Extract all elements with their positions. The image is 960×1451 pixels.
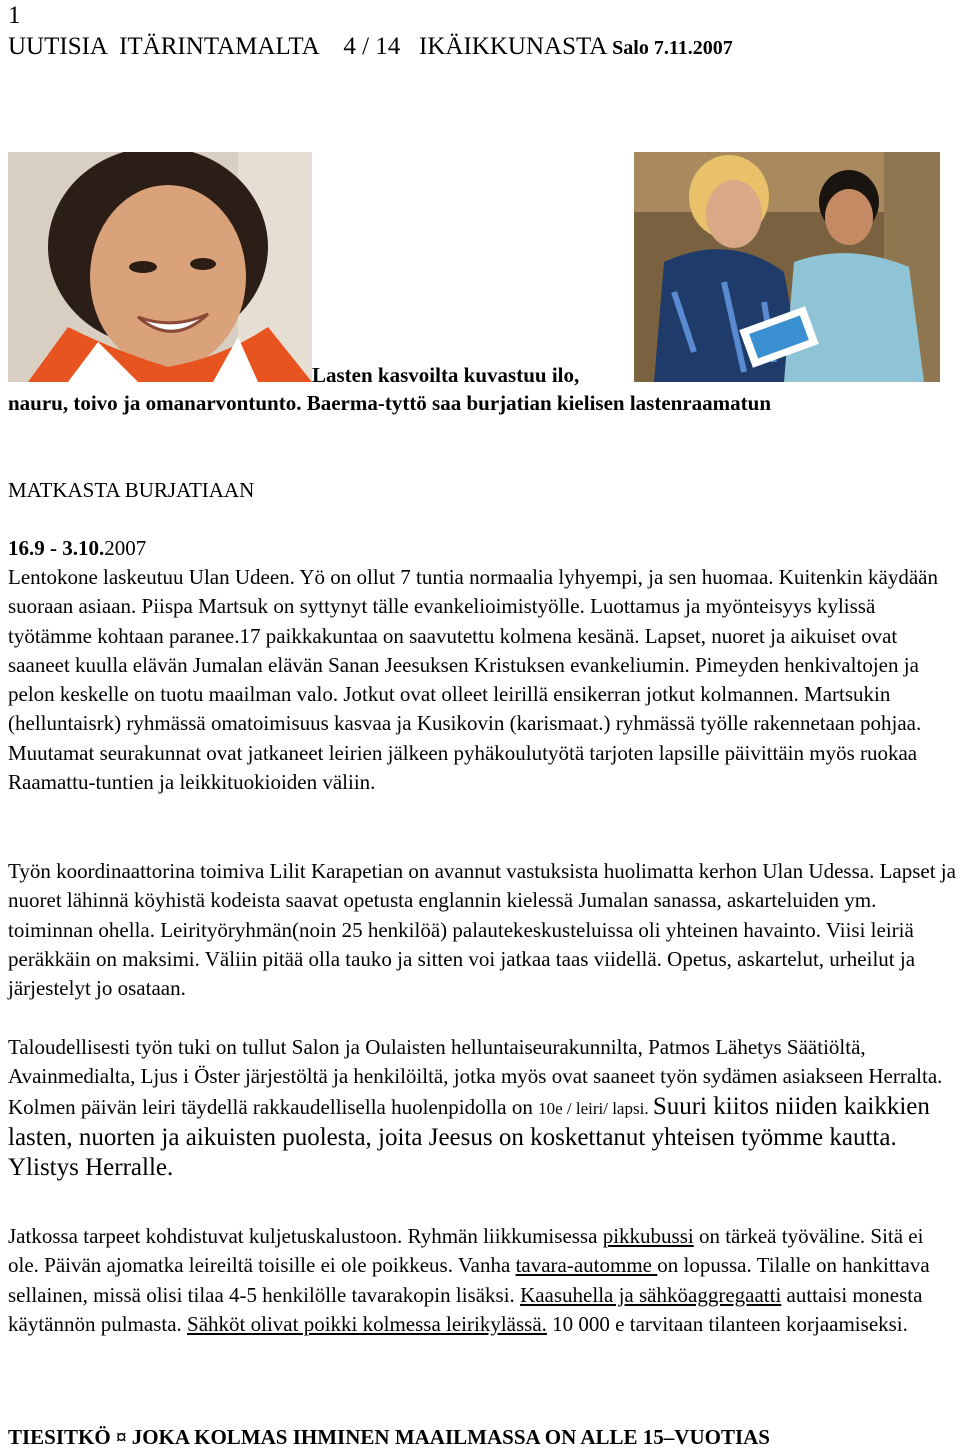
women-photo-illustration <box>634 152 940 382</box>
paragraph-4 <box>8 1222 958 1339</box>
sahkot-underlined: Sähköt olivat poikki kolmessa leirikylässä. <box>187 1311 547 1336</box>
girl-photo <box>8 152 312 382</box>
paragraph-2: Työn koordinaattorina toimiva Lilit Karapetian on avannut vastuksista huolimatta kerhon Ulan Udessa. Lapset ja nuoret lähinnä köyhistä kodeista saavat opetusta englannin kielessä Jumalan sanassa, askarteluiden ym. toiminnan ohella. Leirityöryhmän(noin 25 henkilöä) palautekeskusteluissa oli yhteinen havainto. Viisi leiriä peräkkäin on maksimi. Väliin pitää olla tauko ja sitten voi jatkaa taas viidellä. Opetus, askartelut, urheilut ja järjestelyt jo osataan. <box>8 859 956 1001</box>
paragraph-3 <box>8 1033 958 1183</box>
paragraph-1: Lentokone laskeutuu Ulan Udeen. Yö on ollut 7 tuntia normaalia lyhyempi, ja sen huomaa. Kuitenkin käydään suoraan asiaan. Piispa Martsuk on syttynyt tälle evankelioimistyölle. Luottamus ja myönteisyys kylissä työtämme kohtaan paranee.17 paikkakuntaa on saavutettu kolmena kesänä. Lapset, nuoret ja aikuiset ovat saaneet kuulla elävän Jumalan elävän Sanan Jeesuksen Kristuksen evankeliumin. Pimeyden henkivaltojen ja pelon keskelle on tuotu maailman valo. Jotkut ovat olleet leirillä ensikerran jotkut kolmannen. Martsukin (helluntaisrk) ryhmässä omatoimisuus kasvaa ja Kusikovin (karismaat.) ryhmässä työlle rakennetaan pohjaa. Muutamat seurakunnat ovat jatkaneet leirien jälkeen pyhäkoulutyötä tarjoten lapsille päivittäin myös ruokaa Raamattu-tuntien ja leikkituokioiden väliin. <box>8 565 938 795</box>
girl-photo-illustration <box>8 152 312 382</box>
paragraph-4-text-b: on tärkeä työväline. Sitä ei ole. Päivän ajomatka leireiltä toisille ei ole poikkeus. Vanha <box>8 1224 924 1278</box>
article-title: MATKASTA BURJATIAAN <box>8 478 255 502</box>
kaasuhella-underlined: Kaasuhella ja sähköaggregaatti <box>520 1282 782 1307</box>
paragraph-4-text-d: auttaisi monesta käytännön pulmasta. <box>8 1282 923 1336</box>
article-date-bold: 16.9 - 3.10. <box>8 536 105 560</box>
paragraph-4-text-c: on lopussa. Tilalle on hankittava sellainen, missä olisi tilaa 4-5 henkilölle tavarakopin lisäksi. <box>8 1253 930 1307</box>
paragraph-3-cost: 10e / leiri/ lapsi. <box>538 1098 653 1118</box>
page-number: 1 <box>8 2 21 29</box>
pikkubussi-underlined: pikkubussi <box>602 1224 694 1248</box>
photo-caption-line-1: Lasten kasvoilta kuvastuu ilo, <box>312 363 580 387</box>
newsletter-header <box>8 32 733 63</box>
paragraph-3-thanks: Suuri kiitos niiden kaikkien lasten, nuorten ja aikuisten puolesta, joita Jeesus on koskettanut yhteisen työmme kautta. Ylistys Herralle. <box>8 1092 930 1182</box>
article-date <box>8 535 146 561</box>
women-with-book-photo <box>634 152 940 382</box>
paragraph-3-text: Taloudellisesti työn tuki on tullut Salon ja Oulaisten helluntaiseurakunnilta, Patmos Lähetys Säätiöltä, Avainmedialta, Ljus i Öster järjestöltä ja henkilöiltä, jotka myös ovat saaneet työn sydämen asiakseen Herralta. Kolmen päivän leiri täydellä rakkaudellisella huolenpidolla on <box>8 1035 943 1119</box>
header-title: UUTISIA ITÄRINTAMALTA 4 / 14 IKÄIKKUNASTA <box>8 33 613 60</box>
paragraph-4-text-a: Jatkossa tarpeet kohdistuvat kuljetuskalustoon. Ryhmän liikkumisessa <box>8 1224 603 1248</box>
header-date: Salo 7.11.2007 <box>612 37 733 59</box>
paragraph-4-text-e: 10 000 e tarvitaan tilanteen korjaamiseksi. <box>546 1311 908 1336</box>
footer-fact: TIESITKÖ ¤ JOKA KOLMAS IHMINEN MAAILMASSA ON ALLE 15–VUOTIAS <box>8 1425 770 1449</box>
photo-caption-line-2: nauru, toivo ja omanarvontunto. Baerma-tyttö saa burjatian kielisen lastenraamatun <box>8 391 772 415</box>
article-date-year: 2007 <box>104 536 147 560</box>
tavara-automme-underlined: tavara-automme <box>515 1253 658 1278</box>
